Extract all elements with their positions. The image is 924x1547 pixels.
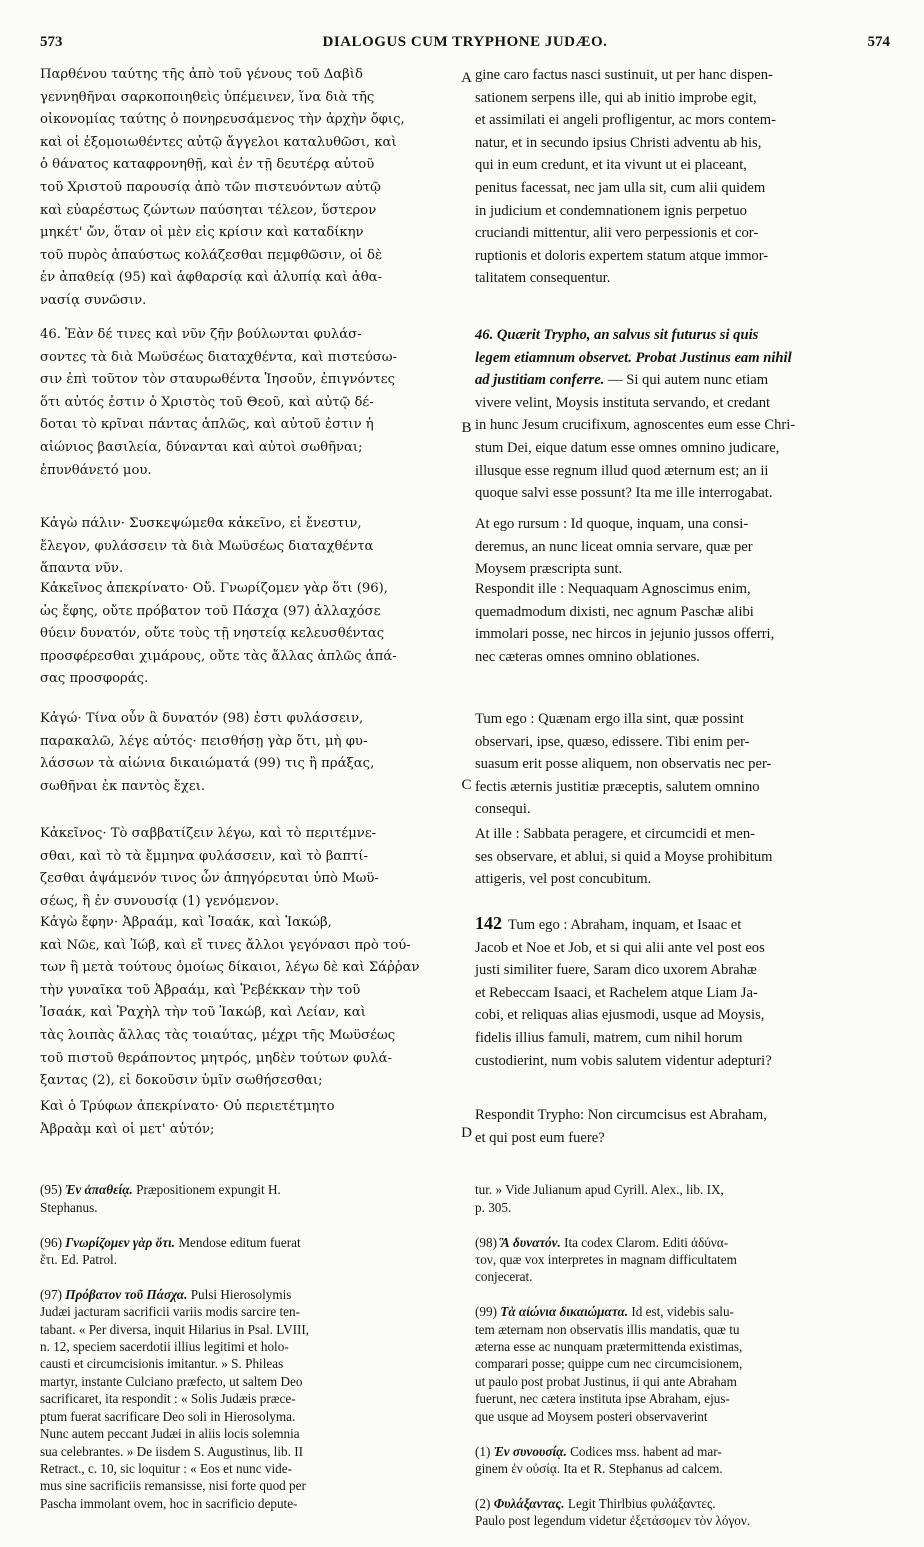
latin-paragraph-46 [475,324,890,505]
greek-paragraph: Κἀγὼ πάλιν· Συσκεψώμεθα κἀκεῖνο, εἰ ἔνεστιν, ἔλεγον, φυλάσσειν τὰ διὰ Μωϋσέως διαταχθέντα ἅπαντα νῦν. [40,516,374,577]
margin-letter-a: A [461,70,472,86]
latin-paragraph-142 [475,912,890,1072]
footnote-lemma: Τὰ αἰώνια δικαιώματα. [500,1304,629,1320]
footnote-number: (96) [40,1234,62,1250]
footnote-number: (98) [475,1234,497,1250]
footnote-lemma: Φυλάξαντας. [493,1495,565,1511]
footnotes-right [475,1164,890,1547]
section-summary: 46. Quærit Trypho, an salvus sit futurus si quis legem etiamnum observet. Probat Justinus eam nihil ad justitiam conferre. [475,327,792,389]
running-title: DIALOGUS CUM TRYPHONE JUDÆO. [322,34,608,50]
footnote [475,1234,890,1286]
greek-paragraph: Καὶ ὁ Τρύφων ἀπεκρίνατο· Οὐ περιετέτμητο Ἀβραὰμ καὶ οἱ μετ' αὐτόν; [40,1099,335,1137]
footnote-lemma: Ἐν ἀπαθείᾳ. [65,1182,133,1198]
footnote-continuation [475,1181,890,1216]
footnote-lemma: Ἃ δυνατόν. [500,1234,561,1250]
margin-letter-b: B [461,420,472,436]
footnote-text: Id est, videbis salu- tem æternam non observatis illis mandatis, quæ tu æterna esse ac nunquam prætermittenda existimas, comparari posse; quippe cum nec circumcisionem, ut paulo post probat Justinus, ii qui ante Abraham fuerunt, nec cætera instituta ipse Abraham, ejus- que usque ad Moysem posteri observaverint [475,1304,743,1424]
page-number-right: 574 [867,34,890,50]
latin-paragraph-text: — Si qui autem nunc etiam vivere velint, Moysis instituta servando, et credant in hunc Jesum crucifixum, agnoscentes eum esse Chri- stum Dei, eique datum esse omnes omnino judicare, illusque esse regnum illud quod æternum est; an ii quoque salvi esse possunt? Ita me ille interrogabat. [475,372,796,502]
footnote-text: Legit Thirlbius φυλάξαντες. Paulo post legendum videtur ἐξετάσομεν τὸν λόγον. [475,1495,751,1529]
greek-paragraph: Κἀκεῖνος ἀπεκρίνατο· Οὔ. Γνωρίζομεν γὰρ ὅτι (96), ὡς ἔφης, οὔτε πρόβατον τοῦ Πάσχα (97) ἀλλαχόσε θύειν δυνατόν, οὔτε τοὺς τῇ νηστείᾳ κελευσθέντας προσφέρεσθαι χιμάρους, οὔτε τὰς ἄλλας ἁπλῶς ἁπά- σας προσφοράς. [40,581,397,687]
edition-page-number: 142 [475,913,502,933]
latin-paragraph: gine caro factus nasci sustinuit, ut per hanc dispen- sationem serpens ille, qui ab initio improbe egit, et assimilati ei angeli profligentur, ac mors contem- natur, et in secundo ipsius Christi adventu ab his, qui in eum credunt, et ita vivunt ut ei placeant, penitus facessat, nec jam ulla sit, cum alii quidem in judicium et condemnationem ignis perpetuo cruciandi mittentur, alii vero perpessionis et cor- ruptionis et doloris expertem statum atque immor- talitatem consequentur. [475,67,776,287]
footnote [40,1181,458,1216]
footnote-lemma: Γνωρίζομεν γὰρ ὅτι. [65,1234,176,1250]
footnote-text: Mendose editum fuerat ἔτι. Ed. Patrol. [40,1234,301,1268]
footnote-text: Pulsi Hierosolymis Judæi jacturam sacrificii variis modis sarcire ten- tabant. « Per diversa, inquit Hilarius in Psal. LVIII, n. 12, speciem sacerdotii illius legitimi et holo- causti et circumcisionis imitantur. » S. Phileas martyr, instante Culciano præfecto, ut saltem Deo sacrificaret, ita respondit : « Solis Judæis præce- ptum fuerat sacrificare Deo soli in Hierosolyma. Nunc autem peccant Judæi in aliis locis solemnia sua celebrantes. » De iisdem S. Augustinus, lib. II Retract., c. 10, sic loquitur : « Eos et nunc vide- mus sine sacrificiis remansisse, nisi forte quod per Pascha immolant ovem, hoc in sacrificio depute- [40,1286,310,1511]
latin-paragraph: At ego rursum : Id quoque, inquam, una consi- deremus, an nunc liceat omnia servare, quæ per Moysem præscripta sunt. [475,516,753,578]
footnote [475,1495,890,1530]
footnote-number: (97) [40,1286,62,1302]
footnote-lemma: Πρόβατον τοῦ Πάσχα. [65,1286,188,1302]
latin-paragraph-text: Tum ego : Abraham, inquam, et Isaac et Jacob et Noe et Job, et si qui alii ante vel post eos justi similiter fuere, Saram dico uxorem Abrahæ et Rebeccam Isaaci, et Rachelem atque Liam Ja- cobi, et reliquas alias ejusmodi, usque ad Moysis, fidelis illius famuli, matrem, cum nihil horum custodierint, num vobis salutem videntur adepturi? [475,917,772,1069]
footnote [40,1286,458,1512]
footnote [475,1303,890,1425]
footnotes-left [40,1164,458,1530]
page-header [40,34,890,54]
latin-paragraph: At ille : Sabbata peragere, et circumcidi et men- ses observare, et ablui, si quid a Moyse prohibitum attigeris, vel post concubitum. [475,826,773,888]
footnote-number: (1) [475,1443,491,1459]
greek-paragraph: Κἀκεῖνος· Τὸ σαββατίζειν λέγω, καὶ τὸ περιτέμνε- σθαι, καὶ τὸ τὰ ἔμμηνα φυλάσσειν, καὶ τὸ βαπτί- ζεσθαι ἁψάμενόν τινος ὧν ἀπηγόρευται ὑπὸ Μωϋ- σέως, ἢ ἐν συνουσίᾳ (1) γενόμενον. [40,826,379,909]
footnote [475,1443,890,1478]
page-number-left: 573 [40,34,63,50]
footnote [40,1234,458,1269]
footnote-text: tur. » Vide Julianum apud Cyrill. Alex., lib. IX, p. 305. [475,1182,724,1215]
greek-paragraph: 46. Ἐὰν δέ τινες καὶ νῦν ζῆν βούλωνται φυλάσ- σοντες τὰ διὰ Μωϋσέως διαταχθέντα, καὶ πιστεύσω- σιν ἐπὶ τοῦτον τὸν σταυρωθέντα Ἰησοῦν, ἐπιγνόντες ὅτι αὐτός ἐστιν ὁ Χριστὸς τοῦ Θεοῦ, καὶ αὐτῷ δέ- δοται τὸ κρῖναι πάντας ἁπλῶς, καὶ αὐτοῦ ἐστιν ἡ αἰώνιος βασιλεία, δύνανται καὶ αὐτοὶ σωθῆναι; ἐπυνθάνετό μου. [40,327,397,478]
footnote-text: Codices mss. habent ad mar- ginem ἐν οὐσίᾳ. Ita et R. Stephanus ad calcem. [475,1443,723,1476]
latin-paragraph: Respondit Trypho: Non circumcisus est Abraham, et qui post eum fuere? [475,1107,767,1146]
footnote-text: Ita codex Clarom. Editi ἀδύνα- τον, quæ vox interpretes in magnam difficultatem conjecerat. [475,1234,737,1285]
greek-paragraph: Παρθένου ταύτης τῆς ἀπὸ τοῦ γένους τοῦ Δαβὶδ γεννηθῆναι σαρκοποιηθεὶς ὑπέμεινεν, ἵνα διὰ τῆς οἰκονομίας ταύτης ὁ πονηρευσάμενος τὴν ἀρχὴν ὄφις, καὶ οἱ ἐξομοιωθέντες αὐτῷ ἄγγελοι καταλυθῶσι, καὶ ὁ θάνατος καταφρονηθῇ, καὶ ἐν τῇ δευτέρᾳ αὐτοῦ τοῦ Χριστοῦ παρουσίᾳ ἀπὸ τῶν πιστευόντων αὐτῷ καὶ εὐαρέστως ζώντων παύσηται τέλεον, ὕστερον μηκέτ' ὤν, ὅταν οἱ μὲν εἰς κρίσιν καὶ καταδίκην τοῦ πυρὸς ἀπαύστως κολάζεσθαι πεμφθῶσιν, οἱ δὲ ἐν ἀπαθείᾳ (95) καὶ ἀφθαρσίᾳ καὶ ἀλυπίᾳ καὶ ἀθα- νασίᾳ συνῶσιν. [40,67,405,308]
footnote-number: (2) [475,1495,491,1511]
footnote-number: (99) [475,1304,497,1320]
margin-letter-d: D [461,1125,472,1141]
margin-letter-c: C [461,777,472,793]
greek-paragraph: Κἀγὼ ἔφην· Ἀβραάμ, καὶ Ἰσαάκ, καὶ Ἰακώβ, καὶ Νῶε, καὶ Ἰώβ, καὶ εἴ τινες ἄλλοι γεγόνασι πρὸ τού- των ἢ μετὰ τούτους ὁμοίως δίκαιοι, λέγω δὲ καὶ Σάῤῥαν τὴν γυναῖκα τοῦ Ἀβραάμ, καὶ Ῥεβέκκαν τὴν τοῦ Ἰσαάκ, καὶ Ῥαχὴλ τὴν τοῦ Ἰακώβ, καὶ Λείαν, καὶ τὰς λοιπὰς ἄλλας τὰς τοιαύτας, μέχρι τῆς Μωϋσέως τοῦ πιστοῦ θεράποντος μητρός, μηδὲν τούτων φυλά- ξαντας (2), εἰ δοκοῦσιν ὑμῖν σωθήσεσθαι; [40,915,420,1089]
footnote-number: (95) [40,1182,62,1198]
latin-paragraph: Tum ego : Quænam ergo illa sint, quæ possint observari, ipse, quæso, edissere. Tibi enim per- suasum erit posse aliquem, non observatis nec per- fectis æternis justitiæ præceptis, salutem omnino consequi. [475,711,772,818]
greek-paragraph: Κἀγώ· Τίνα οὖν ἃ δυνατόν (98) ἐστι φυλάσσειν, παρακαλῶ, λέγε αὐτός· πεισθήσῃ γὰρ ὅτι, μὴ φυ- λάσσων τὰ αἰώνια δικαιώματά (99) τις ἢ πράξας, σωθῆναι ἐκ παντὸς ἔχει. [40,711,375,794]
footnote-lemma: Ἐν συνουσίᾳ. [493,1443,567,1459]
footnote-text: Præpositionem expungit H. Stephanus. [40,1182,281,1215]
latin-paragraph: Respondit ille : Nequaquam Agnoscimus enim, quemadmodum dixisti, nec agnum Paschæ alibi immolari posse, nec hircos in jejunio jussos offerri, nec cæteras omnes omnino oblationes. [475,581,775,665]
